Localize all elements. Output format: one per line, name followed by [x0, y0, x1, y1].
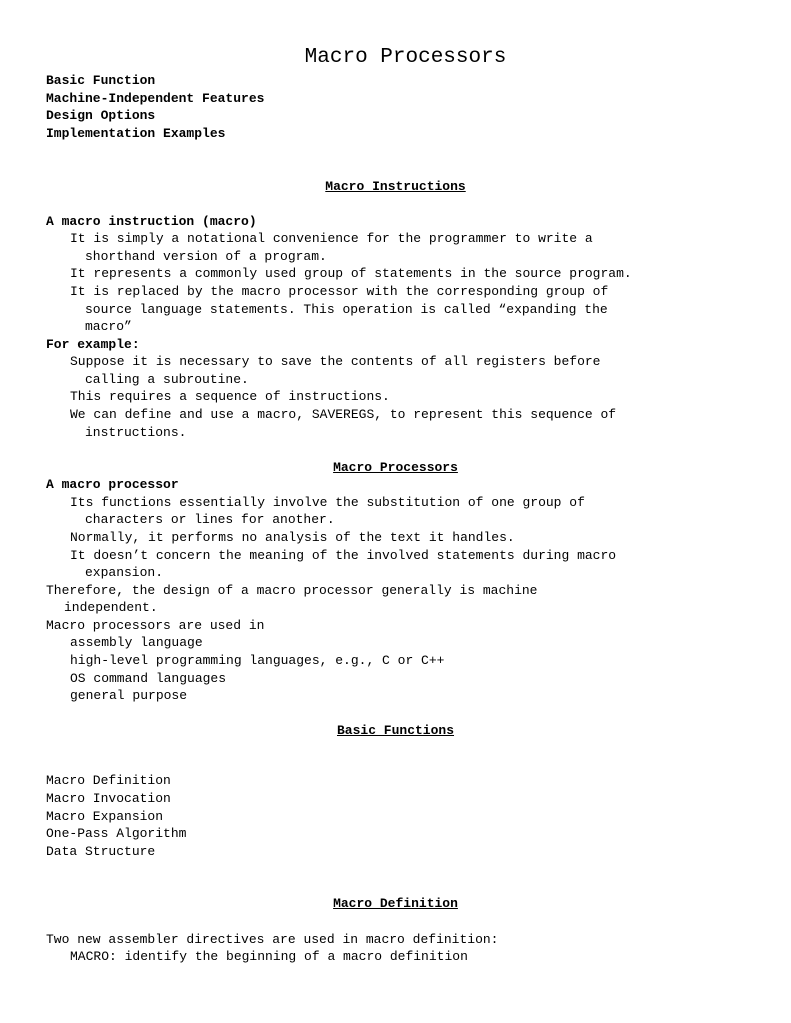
term-macro-instruction: A macro instruction (macro)	[46, 214, 257, 229]
list-item: Macro Expansion	[46, 809, 164, 824]
list-item: Data Structure	[46, 844, 156, 859]
paragraph-line: independent.	[64, 600, 158, 615]
toc-item-machine-independent: Machine-Independent Features	[46, 91, 265, 106]
paragraph-line: It doesn’t concern the meaning of the involved statements during macro	[70, 548, 617, 563]
section-heading-macro-instructions: Macro Instructions	[325, 179, 466, 194]
paragraph-line: expansion.	[85, 565, 164, 580]
paragraph-line: instructions.	[85, 425, 187, 440]
list-item: high-level programming languages, e.g., C or C++	[70, 653, 445, 668]
toc-item-implementation-examples: Implementation Examples	[46, 126, 226, 141]
list-item: general purpose	[70, 688, 188, 703]
paragraph-line: source language statements. This operation is called “expanding the	[85, 302, 608, 317]
paragraph-line: shorthand version of a program.	[85, 249, 327, 264]
paragraph-line: calling a subroutine.	[85, 372, 249, 387]
paragraph-line: Its functions essentially involve the substitution of one group of	[70, 495, 585, 510]
list-item: One-Pass Algorithm	[46, 826, 187, 841]
paragraph-line: macro”	[85, 319, 132, 334]
toc-item-basic-function: Basic Function	[46, 73, 156, 88]
paragraph-line: Suppose it is necessary to save the contents of all registers before	[70, 354, 601, 369]
list-item: MACRO: identify the beginning of a macro definition	[70, 949, 468, 964]
list-item: Macro Definition	[46, 773, 171, 788]
list-item: Macro Invocation	[46, 791, 171, 806]
paragraph-line: It represents a commonly used group of statements in the source program.	[70, 266, 632, 281]
paragraph-line: Normally, it performs no analysis of the text it handles.	[70, 530, 515, 545]
list-item: assembly language	[70, 635, 203, 650]
toc-item-design-options: Design Options	[46, 108, 156, 123]
paragraph-line: We can define and use a macro, SAVEREGS, to represent this sequence of	[70, 407, 617, 422]
paragraph-line: Therefore, the design of a macro processor generally is machine	[46, 583, 538, 598]
paragraph-line: This requires a sequence of instructions.	[70, 389, 390, 404]
paragraph-line: characters or lines for another.	[85, 512, 335, 527]
term-macro-processor: A macro processor	[46, 477, 179, 492]
used-in-label: Macro processors are used in	[46, 618, 265, 633]
section-heading-macro-definition: Macro Definition	[333, 896, 458, 911]
section-heading-basic-functions: Basic Functions	[336, 723, 455, 738]
list-item: OS command languages	[70, 671, 227, 686]
paragraph-line: It is simply a notational convenience for the programmer to write a	[70, 231, 593, 246]
page-title: Macro Processors	[304, 46, 507, 69]
section-heading-macro-processors: Macro Processors	[333, 460, 458, 475]
paragraph-line: Two new assembler directives are used in macro definition:	[46, 932, 499, 947]
paragraph-line: It is replaced by the macro processor with the corresponding group of	[70, 284, 609, 299]
example-label: For example:	[46, 337, 140, 352]
